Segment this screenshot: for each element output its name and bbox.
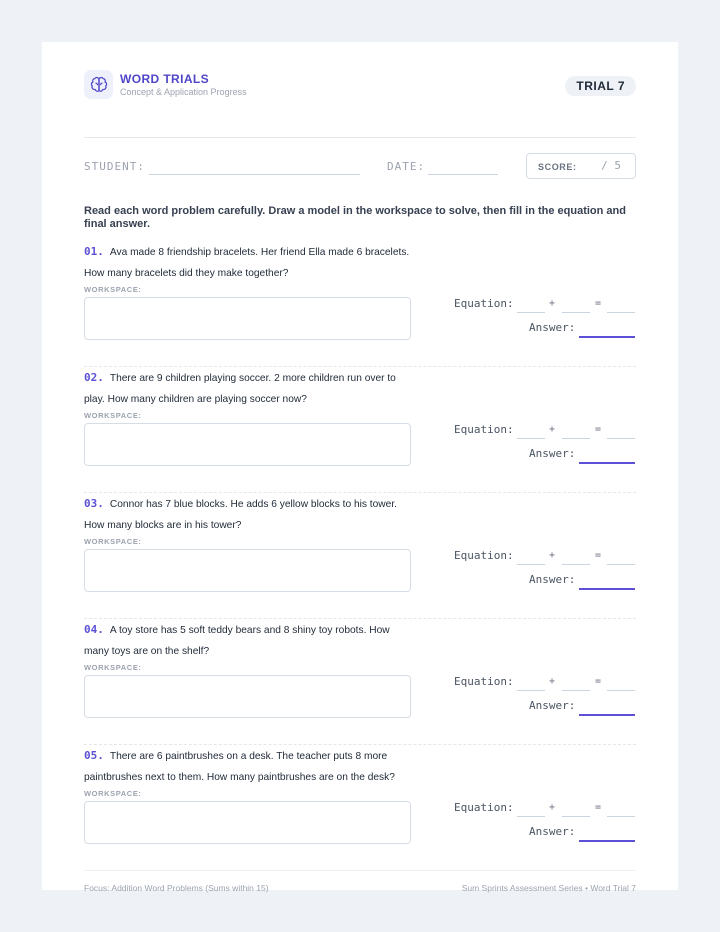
- problem-text: [84, 493, 414, 536]
- workspace-label: WORKSPACE:: [84, 789, 142, 798]
- addend-2-blank[interactable]: [562, 816, 590, 817]
- addend-2-blank[interactable]: [562, 690, 590, 691]
- trial-badge: TRIAL 7: [565, 76, 636, 96]
- footer-series: Sum Sprints Assessment Series • Word Trial 7: [461, 883, 636, 893]
- worksheet-header: [84, 70, 636, 138]
- plus-sign: +: [549, 298, 556, 309]
- problem-number: 01.: [84, 245, 104, 258]
- problem-statement: A toy store has 5 soft teddy bears and 8 shiny toy robots. How many toys are on the shelf?: [84, 625, 390, 657]
- answer-blank[interactable]: [579, 588, 635, 590]
- addend-2-blank[interactable]: [562, 312, 590, 313]
- date-label: DATE:: [387, 160, 426, 173]
- problem-statement: There are 6 paintbrushes on a desk. The teacher puts 8 more paintbrushes next to them. How many paintbrushes are on the desk?: [84, 751, 395, 783]
- problem-item: [84, 493, 636, 619]
- equation-label: Equation:: [454, 675, 514, 688]
- answer-blank[interactable]: [579, 336, 635, 338]
- workspace-box[interactable]: [84, 675, 411, 718]
- footer-focus: Focus: Addition Word Problems (Sums within 15): [84, 883, 269, 893]
- brain-icon: [84, 70, 113, 99]
- addend-1-blank[interactable]: [517, 690, 545, 691]
- equals-sign: =: [595, 298, 602, 309]
- problem-number: 05.: [84, 749, 104, 762]
- problem-statement: Ava made 8 friendship bracelets. Her friend Ella made 6 bracelets. How many bracelets did they make together?: [84, 247, 410, 279]
- score-value: / 5: [601, 159, 621, 172]
- sum-blank[interactable]: [607, 312, 635, 313]
- answer-blank[interactable]: [579, 840, 635, 842]
- answer-label: Answer:: [529, 699, 576, 712]
- workspace-box[interactable]: [84, 549, 411, 592]
- addend-2-blank[interactable]: [562, 564, 590, 565]
- sum-blank[interactable]: [607, 690, 635, 691]
- problem-statement: There are 9 children playing soccer. 2 more children run over to play. How many children are playing soccer now?: [84, 373, 396, 405]
- equals-sign: =: [595, 676, 602, 687]
- answer-label: Answer:: [529, 573, 576, 586]
- problem-text: [84, 241, 414, 284]
- equation-label: Equation:: [454, 297, 514, 310]
- workspace-label: WORKSPACE:: [84, 663, 142, 672]
- sum-blank[interactable]: [607, 438, 635, 439]
- workspace-box[interactable]: [84, 801, 411, 844]
- problem-number: 04.: [84, 623, 104, 636]
- problem-number: 03.: [84, 497, 104, 510]
- student-name-field[interactable]: [149, 174, 360, 175]
- answer-blank[interactable]: [579, 462, 635, 464]
- problem-item: [84, 241, 636, 367]
- workspace-label: WORKSPACE:: [84, 285, 142, 294]
- equals-sign: =: [595, 424, 602, 435]
- plus-sign: +: [549, 802, 556, 813]
- equation-label: Equation:: [454, 423, 514, 436]
- addend-1-blank[interactable]: [517, 816, 545, 817]
- workspace-box[interactable]: [84, 297, 411, 340]
- answer-label: Answer:: [529, 825, 576, 838]
- workspace-box[interactable]: [84, 423, 411, 466]
- workspace-label: WORKSPACE:: [84, 537, 142, 546]
- problem-item: [84, 745, 636, 871]
- student-label: STUDENT:: [84, 160, 145, 173]
- plus-sign: +: [549, 424, 556, 435]
- answer-blank[interactable]: [579, 714, 635, 716]
- date-field[interactable]: [428, 174, 498, 175]
- equals-sign: =: [595, 802, 602, 813]
- equals-sign: =: [595, 550, 602, 561]
- problem-number: 02.: [84, 371, 104, 384]
- brand-title: WORD TRIALS: [120, 72, 210, 86]
- worksheet-footer: [84, 871, 636, 901]
- addend-1-blank[interactable]: [517, 312, 545, 313]
- addend-1-blank[interactable]: [517, 438, 545, 439]
- answer-label: Answer:: [529, 447, 576, 460]
- equation-label: Equation:: [454, 549, 514, 562]
- workspace-label: WORKSPACE:: [84, 411, 142, 420]
- sum-blank[interactable]: [607, 816, 635, 817]
- problem-text: [84, 619, 414, 662]
- addend-1-blank[interactable]: [517, 564, 545, 565]
- problem-statement: Connor has 7 blue blocks. He adds 6 yellow blocks to his tower. How many blocks are in his tower?: [84, 499, 397, 531]
- problem-list: [84, 241, 636, 871]
- problem-text: [84, 745, 414, 788]
- problem-item: [84, 619, 636, 745]
- addend-2-blank[interactable]: [562, 438, 590, 439]
- score-label: SCORE:: [538, 162, 577, 172]
- equation-label: Equation:: [454, 801, 514, 814]
- sum-blank[interactable]: [607, 564, 635, 565]
- score-box[interactable]: [526, 153, 636, 179]
- instructions: Read each word problem carefully. Draw a model in the workspace to solve, then fill in the equation and final answer.: [84, 205, 626, 230]
- problem-item: [84, 367, 636, 493]
- student-info-row: [84, 138, 636, 190]
- problem-text: [84, 367, 414, 410]
- plus-sign: +: [549, 676, 556, 687]
- worksheet-page: [42, 42, 678, 893]
- plus-sign: +: [549, 550, 556, 561]
- answer-label: Answer:: [529, 321, 576, 334]
- brand-subtitle: Concept & Application Progress: [120, 87, 247, 97]
